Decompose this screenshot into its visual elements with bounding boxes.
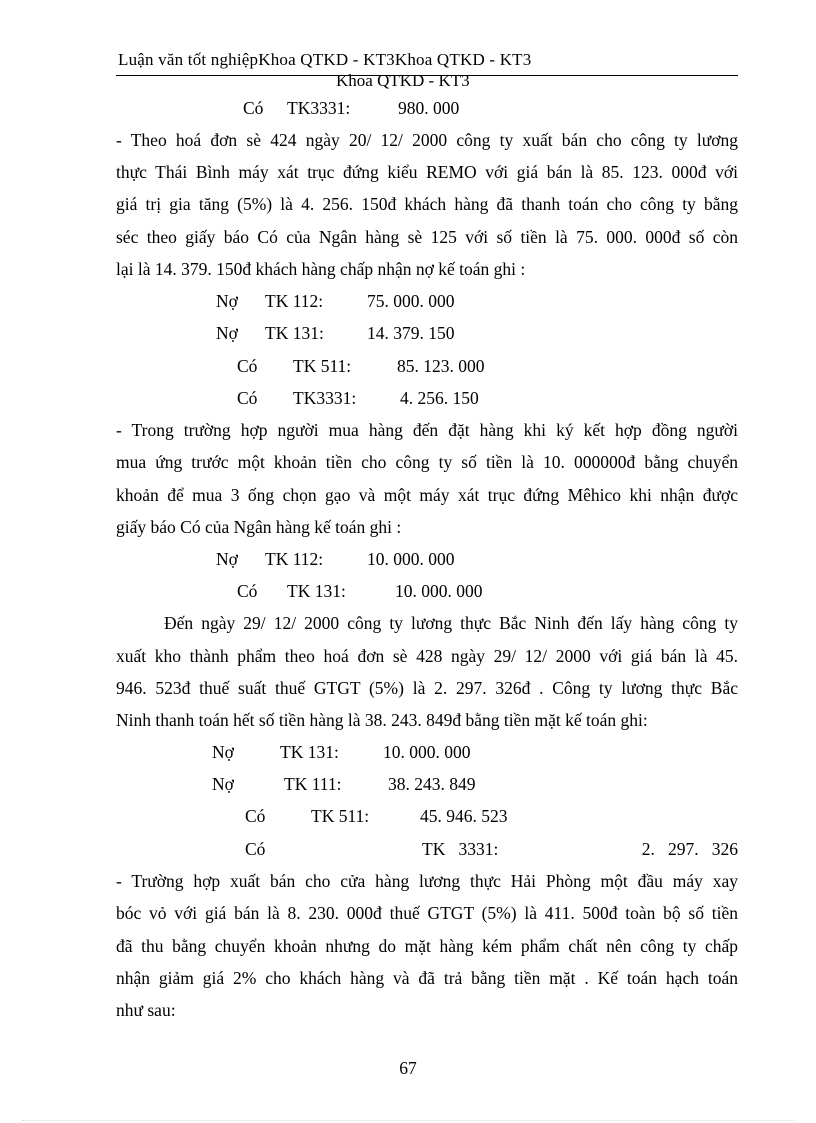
- entry-amount: 10. 000. 000: [395, 581, 483, 601]
- entry-side: Nợ: [216, 323, 238, 343]
- entry-side: Có: [245, 806, 266, 826]
- paragraph-line: - Trường hợp xuất bán cho cửa hàng lương thực Hải Phòng một đầu máy xay: [116, 871, 738, 891]
- entry-side: Có: [245, 839, 266, 859]
- paragraph-line: xuất kho thành phẩm theo hoá đơn sè 428 ngày 29/ 12/ 2000 với giá bán là 45.: [116, 646, 738, 666]
- entry-amount: 38. 243. 849: [388, 774, 476, 794]
- header-subtitle: Khoa QTKD - KT3: [336, 71, 470, 90]
- paragraph-line: Ninh thanh toán hết số tiền hàng là 38. 243. 849đ bằng tiền mặt kế toán ghi:: [116, 710, 648, 730]
- entry-account: TK 131:: [265, 323, 324, 343]
- entry-account: TK 511:: [311, 806, 370, 826]
- entry-account: TK 131:: [287, 581, 346, 601]
- entry-side: Có: [237, 388, 258, 408]
- paragraph-line: Đến ngày 29/ 12/ 2000 công ty lương thực Bắc Ninh đến lấy hàng công ty: [164, 613, 738, 633]
- entry-amount: 45. 946. 523: [420, 806, 508, 826]
- paragraph-line: giấy báo Có của Ngân hàng kế toán ghi :: [116, 517, 402, 537]
- entry-account: TK 511:: [293, 356, 352, 376]
- entry-account: TK 131:: [280, 742, 339, 762]
- paragraph-line: - Theo hoá đơn sè 424 ngày 20/ 12/ 2000 công ty xuất bán cho công ty lương: [116, 130, 738, 150]
- paragraph-line: 946. 523đ thuế suất thuế GTGT (5%) là 2. 297. 326đ . Công ty lương thực Bắc: [116, 678, 738, 698]
- entry-amount: 10. 000. 000: [383, 742, 471, 762]
- paragraph-line: đã thu bằng chuyển khoản nhưng do mặt hàng kém phẩm chất nên công ty chấp: [116, 936, 738, 956]
- entry-amount: 75. 000. 000: [367, 291, 455, 311]
- entry-side: Có: [243, 98, 264, 118]
- entry-side: Có: [237, 581, 258, 601]
- entry-side: Nợ: [216, 549, 238, 569]
- paragraph-line: mua ứng trước một khoản tiền cho công ty số tiền là 10. 000000đ bằng chuyển: [116, 452, 738, 472]
- entry-side: Nợ: [216, 291, 238, 311]
- paragraph-line: séc theo giấy báo Có của Ngân hàng sè 125 với số tiền là 75. 000. 000đ số còn: [116, 227, 738, 247]
- entry-side: Nợ: [212, 774, 234, 794]
- entry-amount: 14. 379. 150: [367, 323, 455, 343]
- paragraph-line: nhận giảm giá 2% cho khách hàng và đã trả bằng tiền mặt . Kế toán hạch toán: [116, 968, 738, 988]
- entry-amount: 4. 256. 150: [400, 388, 479, 408]
- entry-amount: 2. 297. 326: [641, 839, 738, 859]
- entry-account: TK 112:: [265, 291, 324, 311]
- entry-account: TK 112:: [265, 549, 324, 569]
- paragraph-line: khoản để mua 3 ống chọn gạo và một máy xát trục đứng Mêhico khi nhận được: [116, 485, 738, 505]
- entry-account: TK 3331:: [422, 839, 499, 859]
- paragraph-line: giá trị gia tăng (5%) là 4. 256. 150đ khách hàng đã thanh toán cho công ty bằng: [116, 194, 738, 214]
- paragraph-line: như sau:: [116, 1000, 176, 1020]
- entry-side: Có: [237, 356, 258, 376]
- entry-account: TK3331:: [287, 98, 351, 118]
- paragraph-line: thực Thái Bình máy xát trục đứng kiểu REMO với giá bán là 85. 123. 000đ với: [116, 162, 738, 182]
- entry-account: TK3331:: [293, 388, 357, 408]
- entry-amount: 980. 000: [398, 98, 460, 118]
- page-header: Luận văn tốt nghiệpKhoa QTKD - KT3Khoa QTKD - KT3: [118, 50, 532, 69]
- entry-amount: 10. 000. 000: [367, 549, 455, 569]
- page-bottom-divider: [22, 1120, 794, 1121]
- paragraph-line: - Trong trường hợp người mua hàng đến đặt hàng khi ký kết hợp đồng người: [116, 420, 738, 440]
- paragraph-line: bóc vỏ với giá bán là 8. 230. 000đ thuế GTGT (5%) là 411. 500đ toàn bộ số tiền: [116, 903, 738, 923]
- entry-account: TK 111:: [284, 774, 342, 794]
- paragraph-line: lại là 14. 379. 150đ khách hàng chấp nhận nợ kế toán ghi :: [116, 259, 526, 279]
- entry-side: Nợ: [212, 742, 234, 762]
- page-number: 67: [399, 1058, 417, 1078]
- entry-amount: 85. 123. 000: [397, 356, 485, 376]
